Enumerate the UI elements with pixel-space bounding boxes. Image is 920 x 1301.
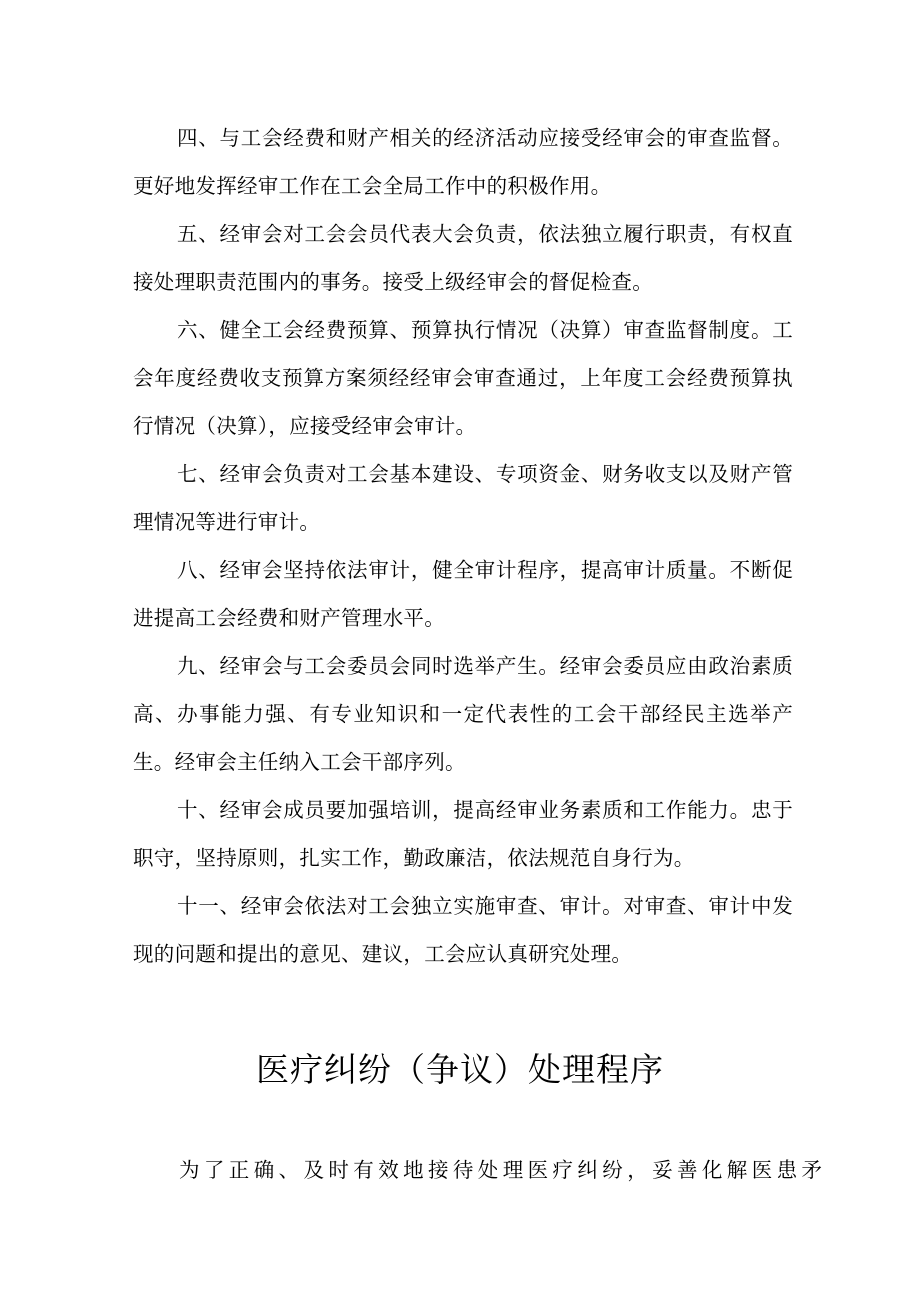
paragraph-article-10: 十、经审会成员要加强培训，提高经审业务素质和工作能力。忠于职守，坚持原则，扎实工作，勤政廉洁，依法规范自身行为。 xyxy=(133,798,793,870)
section-title: 医疗纠纷（争议）处理程序 xyxy=(256,1050,664,1089)
paragraph-article-11: 十一、经审会依法对工会独立实施审查、审计。对审查、审计中发现的问题和提出的意见、建议，工会应认真研究处理。 xyxy=(133,894,793,966)
paragraph-article-9: 九、经审会与工会委员会同时选举产生。经审会委员应由政治素质高、办事能力强、有专业知识和一定代表性的工会干部经民主选举产生。经审会主任纳入工会干部序列。 xyxy=(133,654,793,774)
paragraph-article-4: 四、与工会经费和财产相关的经济活动应接受经审会的审查监督。更好地发挥经审工作在工会全局工作中的积极作用。 xyxy=(133,126,793,198)
paragraph-article-5: 五、经审会对工会会员代表大会负责，依法独立履行职责，有权直接处理职责范围内的事务。接受上级经审会的督促检查。 xyxy=(133,222,793,294)
paragraph-article-8: 八、经审会坚持依法审计，健全审计程序，提高审计质量。不断促进提高工会经费和财产管理水平。 xyxy=(133,558,793,630)
intro-paragraph: 为了正确、及时有效地接待处理医疗纠纷，妥善化解医患矛 xyxy=(179,1158,827,1182)
paragraph-article-7: 七、经审会负责对工会基本建设、专项资金、财务收支以及财产管理情况等进行审计。 xyxy=(133,462,793,534)
paragraph-article-6: 六、健全工会经费预算、预算执行情况（决算）审查监督制度。工会年度经费收支预算方案须经经审会审查通过，上年度工会经费预算执行情况（决算），应接受经审会审计。 xyxy=(133,318,793,438)
